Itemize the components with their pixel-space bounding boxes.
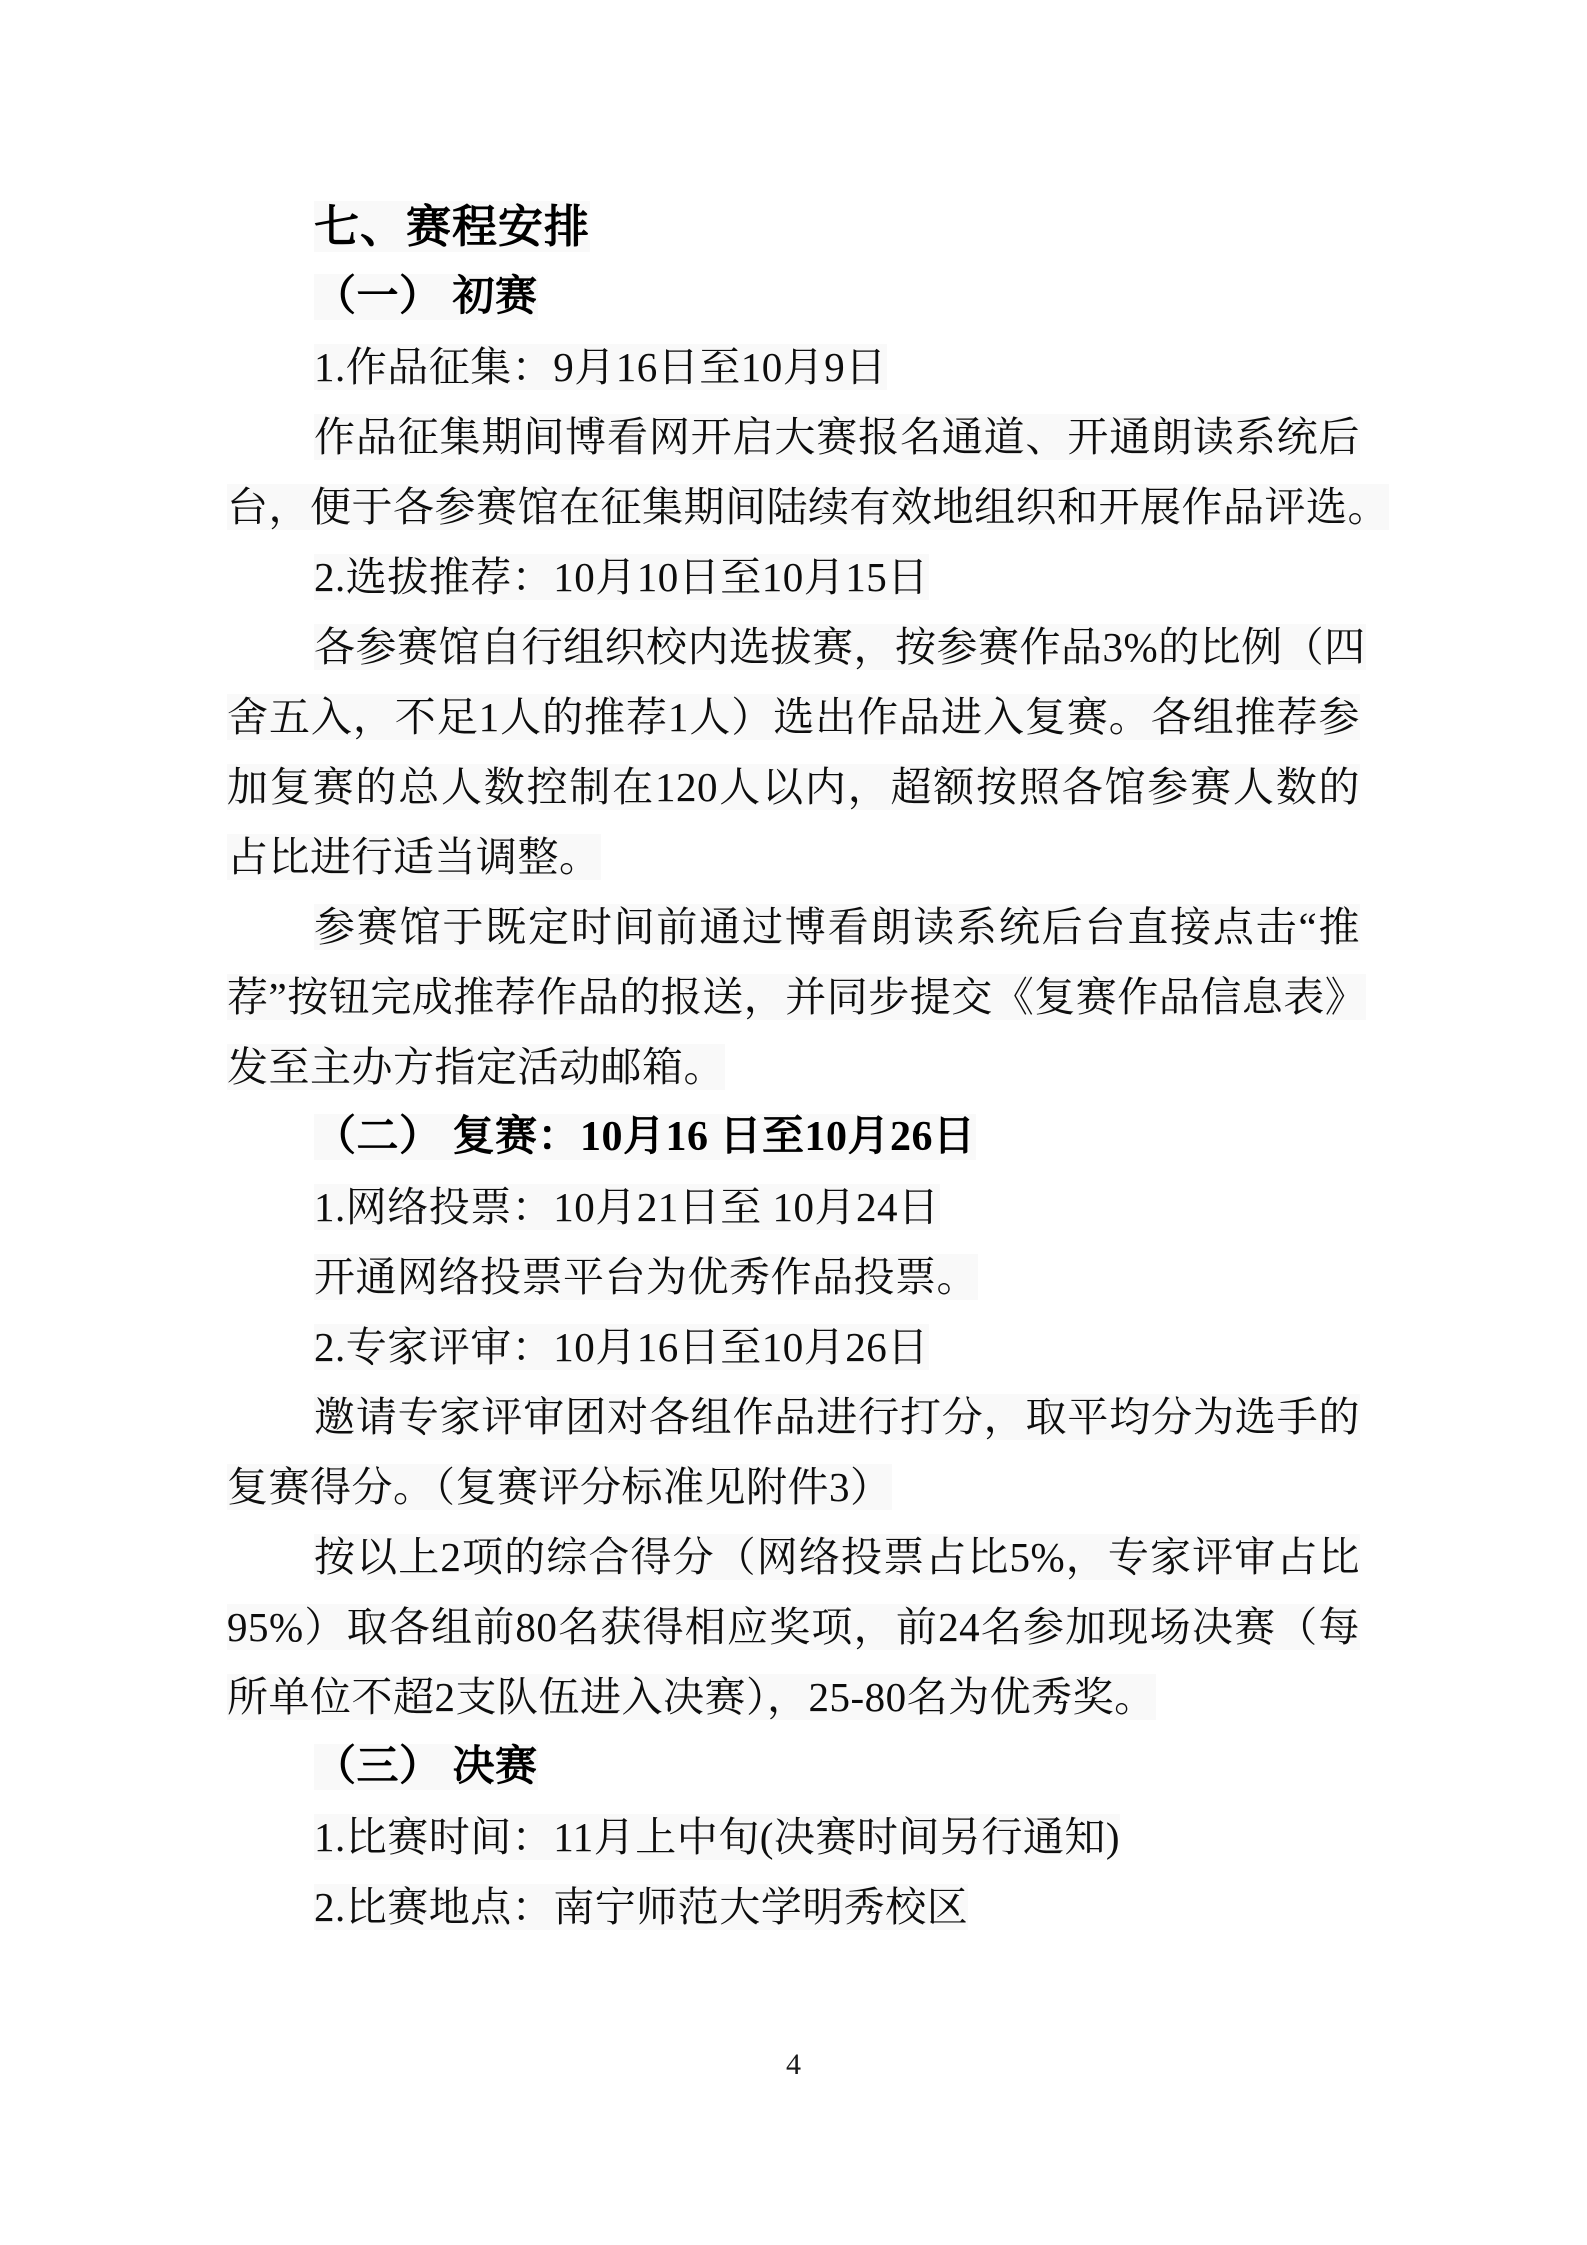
- line-text: 1.作品征集：9月16日至10月9日: [314, 344, 887, 390]
- doc-line: [227, 402, 1360, 472]
- line-text: 舍五入，不足1人的推荐1人）选出作品进入复赛。各组推荐参: [227, 694, 1360, 740]
- doc-line: [227, 962, 1367, 1032]
- line-text: 1.网络投票：10月21日至 10月24日: [314, 1184, 940, 1230]
- heading-text: 七、赛程安排: [314, 201, 591, 252]
- line-text: 开通网络投票平台为优秀作品投票。: [314, 1254, 978, 1300]
- section-label: [227, 1732, 1360, 1802]
- doc-line: [227, 1452, 1360, 1522]
- line-text: 荐”按钮完成推荐作品的报送，并同步提交《复赛作品信息表》: [227, 974, 1367, 1020]
- section-text: （二） 复赛：10月16 日至10月26日: [314, 1114, 976, 1160]
- doc-line: [227, 1522, 1360, 1592]
- line-text: 95%）取各组前80名获得相应奖项，前24名参加现场决赛（每: [227, 1604, 1360, 1650]
- line-text: 按以上2项的综合得分（网络投票占比5%，专家评审占比: [314, 1534, 1360, 1580]
- line-text: 邀请专家评审团对各组作品进行打分，取平均分为选手的: [314, 1394, 1360, 1440]
- doc-line: [227, 1312, 1360, 1382]
- line-text: 占比进行适当调整。: [227, 834, 601, 880]
- doc-line: [227, 1802, 1360, 1872]
- section-label: [227, 262, 1360, 332]
- line-text: 复赛得分。（复赛评分标准见附件3）: [227, 1464, 892, 1510]
- line-text: 2.比赛地点：南宁师范大学明秀校区: [314, 1884, 969, 1930]
- section-label: [227, 1102, 1360, 1172]
- doc-line: [227, 752, 1360, 822]
- line-text: 所单位不超2支队伍进入决赛），25-80名为优秀奖。: [227, 1674, 1156, 1720]
- line-text: 台，便于各参赛馆在征集期间陆续有效地组织和开展作品评选。: [227, 484, 1389, 530]
- line-text: 各参赛馆自行组织校内选拔赛，按参赛作品3%的比例（四: [314, 624, 1366, 670]
- line-text: 2.专家评审：10月16日至10月26日: [314, 1324, 929, 1370]
- doc-heading: [227, 192, 1360, 262]
- doc-line: [227, 1242, 1360, 1312]
- line-text: 1.比赛时间：11月上中旬(决赛时间另行通知): [314, 1814, 1121, 1860]
- doc-line: [227, 542, 1360, 612]
- section-text: （三） 决赛: [314, 1744, 538, 1790]
- doc-line: [227, 1032, 1360, 1102]
- doc-line: [227, 332, 1360, 402]
- doc-line: [227, 1382, 1360, 1452]
- document-body: [227, 192, 1389, 1942]
- doc-line: [227, 612, 1366, 682]
- section-text: （一） 初赛: [314, 274, 538, 320]
- line-text: 发至主办方指定活动邮箱。: [227, 1044, 725, 1090]
- doc-line: [227, 822, 1360, 892]
- doc-line: [227, 682, 1360, 752]
- doc-line: [227, 472, 1389, 542]
- page-number: [0, 2042, 1587, 2088]
- line-text: 2.选拔推荐：10月10日至10月15日: [314, 554, 929, 600]
- doc-line: [227, 1872, 1360, 1942]
- doc-line: [227, 1172, 1360, 1242]
- doc-line: [227, 1592, 1360, 1662]
- page-number-text: 4: [786, 2048, 801, 2081]
- line-text: 作品征集期间博看网开启大赛报名通道、开通朗读系统后: [314, 414, 1360, 460]
- doc-line: [227, 1662, 1360, 1732]
- line-text: 加复赛的总人数控制在120人以内，超额按照各馆参赛人数的: [227, 764, 1360, 810]
- line-text: 参赛馆于既定时间前通过博看朗读系统后台直接点击“推: [314, 904, 1360, 950]
- doc-line: [227, 892, 1360, 962]
